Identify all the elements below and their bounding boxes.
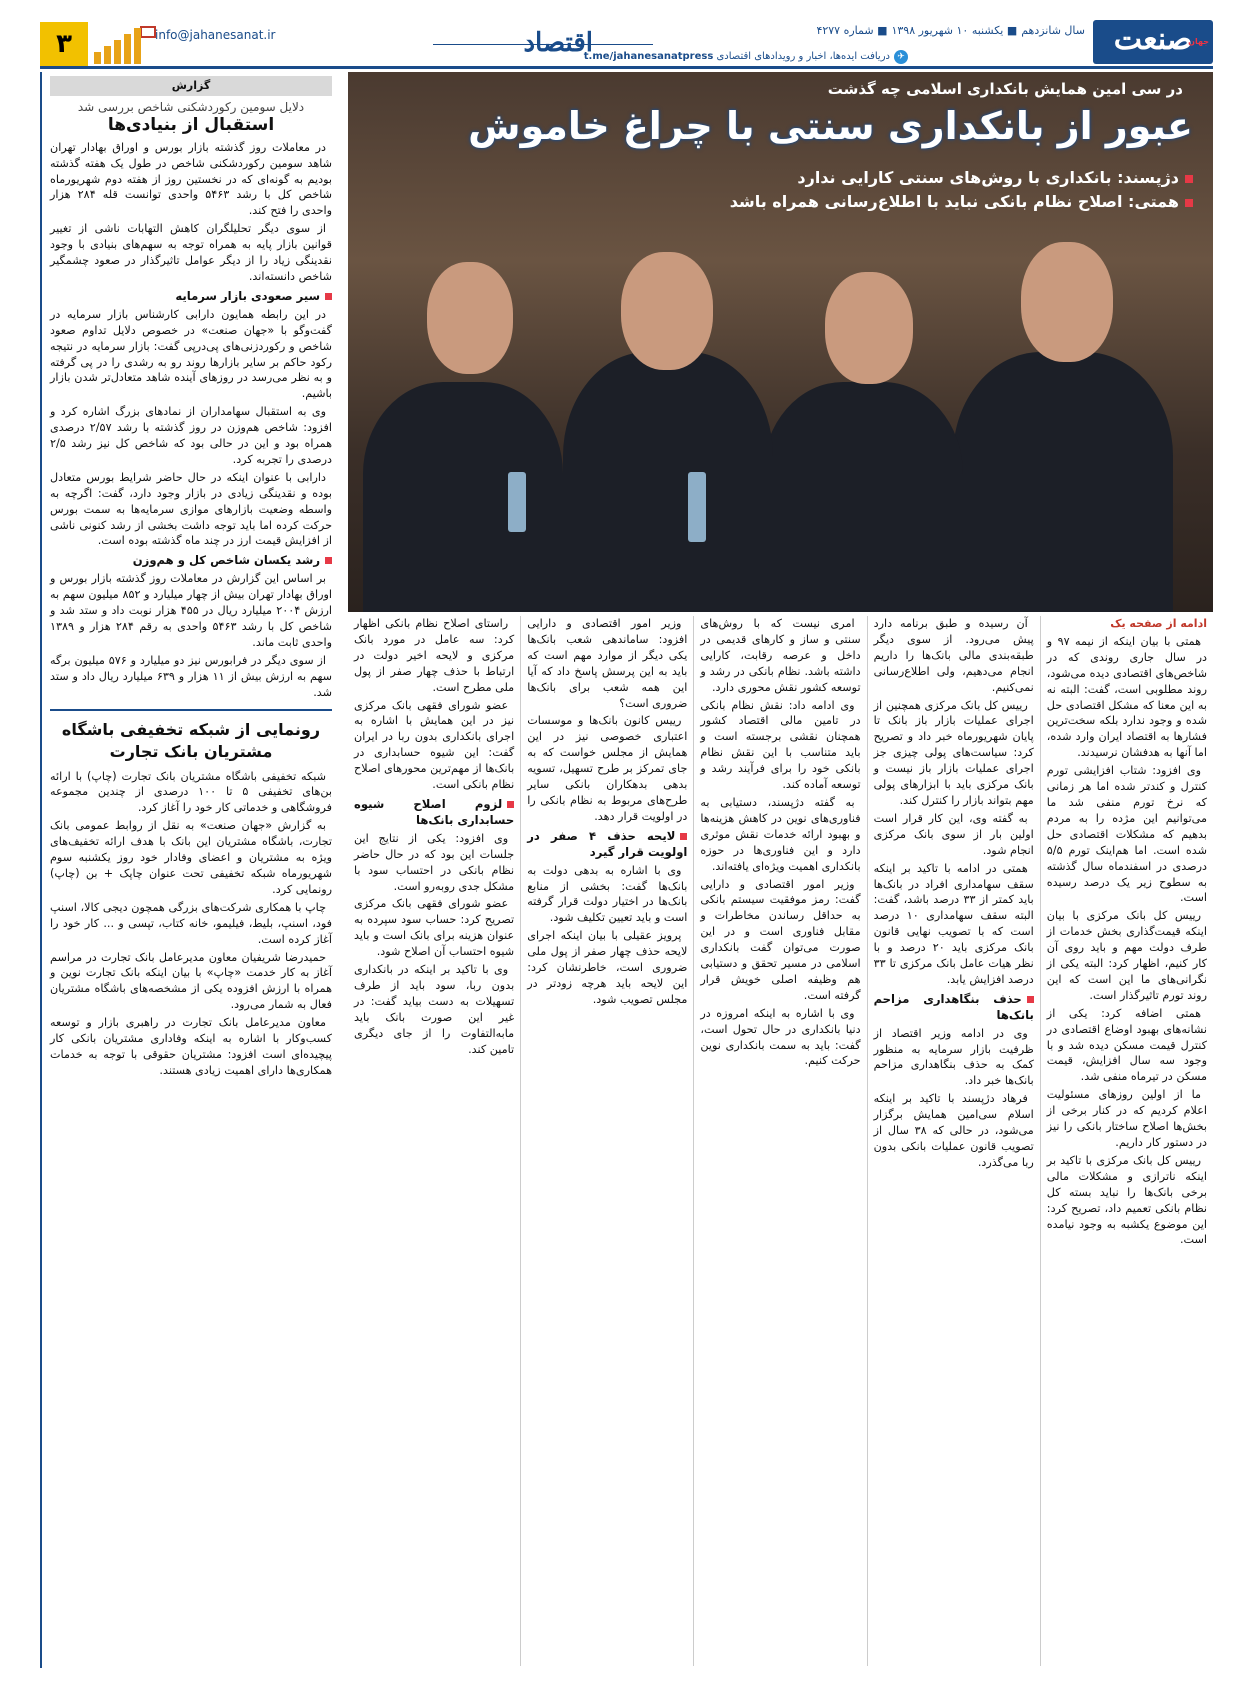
paragraph: وی به استقبال سهامداران از نمادهای بزرگ اشاره کرد و افزود: شاخص هم‌وزن در روز گذشته با رشد ۲/۵۷ درصدی همراه بود و این در حالی بود که شاخص کل نیز رشد ۲/۵ درصدی را تجربه کرد. <box>50 405 332 466</box>
paragraph: عضو شورای فقهی بانک مرکزی تصریح کرد: حساب سود سپرده به عنوان هزینه برای بانک است و باید شیوه احتساب آن اصلاح شود. <box>353 897 515 959</box>
paragraph: چاپ با همکاری شرکت‌های بزرگی همچون دیجی کالا، اسنپ فود، اسنپ، بلیط، فیلیمو، خانه کتاب، تپسی و ... کار خود را آغاز کرده است. <box>50 900 332 946</box>
paragraph: وزیر امور اقتصادی و دارایی گفت: رمز موفقیت سیستم بانکی به حداقل رساندن مخاطرات و مقابل فناوری است و در این صورت می‌توان گفت بانکداری اسلامی در مسیر تحقق و دستیابی هم وظیفه اصلی خویش قرار گرفته است. <box>700 877 861 1002</box>
paragraph: صنعت <box>1113 22 1193 57</box>
paragraph: وی با اشاره به بدهی دولت به بانک‌ها گفت: بخشی از منابع بانک‌ها در اختیار دولت قرار گرفته است و باید تعیین تکلیف شود. <box>527 863 688 925</box>
paragraph: از سوی دیگر تحلیلگران کاهش التهابات ناشی از تغییر قوانین بازار پایه به همراه توجه به سهم‌های بنیادی با وجود نقدینگی زیاد را از دیگر عوامل تاثیرگذار در صعود چشمگیر شاخص دانسته‌اند. <box>50 222 332 283</box>
article-column-2 <box>867 616 1040 1666</box>
paragraph: t.me/jahanesanatpress <box>583 51 714 62</box>
paragraph: معاون مدیرعامل بانک تجارت در راهبری بازار و توسعه کسب‌وکار با اشاره به اینکه وفاداری مشتریان بانکی کار پیچیده‌ای است افزود: مشتریان حقوقی با توجه به خدمات همکاری‌ها دارای اهمیت زیادی هستند. <box>50 1016 332 1077</box>
news-title[interactable]: رونمایی از شبکه تخفیفی باشگاه مشتریان بانک تجارت <box>61 719 321 761</box>
paragraph: رییس کانون بانک‌ها و موسسات اعتباری خصوصی نیز در این همایش از مجلس خواست که به جای تمرکز بر طرح تسهیل، تسویه بدهی بدهکاران بانکی سایر طرح‌های مربوط به نظام بانکی را در اولویت قرار دهد. <box>527 714 688 823</box>
paragraph: وی افزود: شتاب افزایشی تورم کنترل و کندتر شده اما هر زمانی که نرخ تورم منفی شد ما می‌توانیم این مژده را به مردم بدهیم که مشکلات اقتصادی حل شده است. اما هم‌اینک تورم ۵/۵ درصدی در اسفندماه سال گذشته به سطوح زیر یک درصد رسیده است. <box>1046 764 1207 905</box>
subheading: لایحه حذف ۴ صفر در اولویت قرار گیرد <box>527 828 688 859</box>
paragraph: دارابی با عنوان اینکه در حال حاضر شرایط بورس متعادل بوده و نقدینگی زیادی در بازار وجود دارد، گفت: اگرچه به واسطه وضعیت بازارهای موازی سرمایه‌ها به سمت بورس حرکت کرده اما باید توجه داشت بخشی از رشد کنونی ناشی از افزایش قیمت ارز در چند ماه گذشته بوده است. <box>50 470 332 548</box>
paragraph: امری نیست که با روش‌های سنتی و ساز و کارهای قدیمی در داخل و عرصه رقابت، کارایی داشته باشد. نظام بانکی در رشد و توسعه کشور نقش محوری دارد. <box>700 617 861 694</box>
subheading: حذف بنگاهداری مزاحم بانک‌ها <box>873 991 1034 1022</box>
paragraph: به گفته وی، این کار قرار است اولین بار از سوی بانک مرکزی انجام شود. <box>873 811 1034 857</box>
paragraph: حمیدرضا شریفیان معاون مدیرعامل بانک تجارت در مراسم آغاز به کار خدمت «چاپ» با بیان اینکه بانک تجارت نوین و همراه با ارزش افزوده یکی از مشخصه‌های باشگاه مشتریان فعال به شمار می‌رود. <box>50 950 332 1012</box>
paragraph: راستای اصلاح نظام بانکی اظهار کرد: سه عامل در مورد بانک مرکزی و لایحه اخیر دولت در ارتباط با حذف چهار صفر از پول ملی مطرح است. <box>353 617 515 694</box>
report-kicker: دلایل سومین رکوردشکنی شاخص بررسی شد <box>77 99 305 114</box>
paragraph: به گزارش «جهان صنعت» به نقل از روابط عمومی بانک تجارت، باشگاه مشتریان این بانک با هدف ارائه تخفیف‌های ویژه به مشتریان و اعضای وفادار خود روز یکشنبه سوم شهریورماه شبکه تخفیفی تحت عنوان چاپک + بن (چاپ) رونمایی کرد. <box>50 819 332 896</box>
paragraph: فرهاد دژپسند با تاکید بر اینکه اسلام سی‌امین همایش برگزار می‌شود، در حالی که ۳۸ سال از تصویب قانون عملیات بانکی بدون ربا می‌گذرد. <box>873 1092 1034 1169</box>
article-column-4 <box>520 616 693 1666</box>
paragraph: از سوی دیگر در فرابورس نیز دو میلیارد و ۵۷۶ میلیون برگه سهم به ارزش بیش از ۱۱ هزار و ۶۳۹ میلیارد ریال داد و ستد شد. <box>50 653 333 699</box>
report-label: گزارش <box>50 76 332 96</box>
paragraph: جهان <box>1188 37 1209 46</box>
paragraph: آن رسیده و طبق برنامه دارد پیش می‌رود. از سوی دیگر طبقه‌بندی مالی بانک‌ها را داریم انجام می‌دهیم، ولی اطلاع‌رسانی نمی‌کنیم. <box>873 617 1034 694</box>
issue-meta: سال شانزدهم■ یکشنبه ۱۰ شهریور ۱۳۹۸■ شماره ۴۲۷۷ <box>816 24 1085 37</box>
email-link[interactable]: info@jahanesanat.ir <box>155 28 276 42</box>
telegram-link[interactable] <box>584 50 908 64</box>
issue-label: شماره ۴۲۷۷ <box>816 24 874 37</box>
report-title[interactable]: استقبال از بنیادی‌ها <box>107 114 275 135</box>
article-column-3 <box>693 616 866 1666</box>
paragraph: همتی با بیان اینکه از نیمه ۹۷ و در سال جاری روندی که در شاخص‌های اقتصادی دیده می‌شود، روند مطلوبی است، گفت: البته نه به این معنا که مشکل اقتصادی حل شده و وجود ندارد بلکه سخت‌ترین فشارها به اقتصاد ایران وارد شده، اما آنها به هدفشان نرسیدند. <box>1046 634 1207 760</box>
telegram-icon: ✈ <box>894 50 908 64</box>
subheading: رشد یکسان شاخص کل و هم‌وزن <box>50 553 332 569</box>
paragraph: همتی اضافه کرد: یکی از نشانه‌های بهبود اوضاع اقتصادی در کنترل قیمت مسکن دیده شد و با وجود سه سال افزایش، قیمت مسکن در تیرماه منفی شد. <box>1046 1006 1207 1084</box>
paragraph: در معاملات روز گذشته بازار بورس و اوراق بهادار تهران شاهد سومین رکوردشکنی شاخص در طول یک هفته گذشته بودیم به گونه‌ای که در نخستین روز از هفته دوم شهریورماه شاخص کل با رشد ۵۴۶۳ واحدی توانست قله ۲۸۴ هزار واحدی را فتح کند. <box>50 140 332 218</box>
paragraph: رییس کل بانک مرکزی با بیان اینکه قیمت‌گذاری بخش خدمات از طرف دولت مهم و باید روی آن کار کنیم، اظهار کرد: البته یکی از نگرانی‌های ما این است که این روند تورم تاثیرگذار است. <box>1046 909 1207 1002</box>
article-subhead-1: دژپسند: بانکداری با روش‌های سنتی کارایی ندارد <box>797 168 1193 187</box>
paragraph: وی در ادامه وزیر اقتصاد از ظرفیت بازار سرمایه به منظور کمک به حذف بنگاهداری مزاحم بانک‌ها خبر داد. <box>873 1026 1034 1088</box>
date-label: یکشنبه ۱۰ شهریور ۱۳۹۸ <box>891 24 1004 37</box>
article-headline[interactable]: عبور از بانکداری سنتی با چراغ خاموش <box>468 104 1193 148</box>
article-body <box>348 616 1213 1666</box>
article-photo <box>348 72 1213 612</box>
paragraph: وی با تاکید بر اینکه در بانکداری بدون ربا، سود باید از طرف تسهیلات به دست بیاید گفت: در غیر این صورت بانک باید مابه‌التفاوت را از جای دیگری تامین کند. <box>353 963 515 1056</box>
article-subhead-2: همتی: اصلاح نظام بانکی نباید با اطلاع‌رسانی همراه باشد <box>730 192 1193 211</box>
paragraph: شبکه تخفیفی باشگاه مشتریان بانک تجارت (چاپ) با ارائه بن‌های تخفیفی ۵ تا ۱۰۰ درصدی از چندین مجموعه فروشگاهی و خدماتی کار خود را آغاز کرد. <box>50 769 332 815</box>
paragraph: وی ادامه داد: نقش نظام بانکی در تامین مالی اقتصاد کشور همچنان نقشی برجسته است و باید متناسب با این نقش نظام بانکی خود را برای فرآیند رشد و توسعه آماده کند. <box>700 698 861 792</box>
paragraph: وزیر امور اقتصادی و دارایی افزود: ساماندهی شعب بانک‌ها یکی دیگر از موارد مهم است که باید به این پرسش پاسخ داد که آیا این همه شعب برای بانک‌ها ضروری است؟ <box>527 617 688 710</box>
sidebar-report <box>40 72 340 1668</box>
article-kicker: در سی امین همایش بانکداری اسلامی چه گذشت <box>827 80 1183 98</box>
paragraph: دریافت ایده‌ها، اخبار و رویدادهای اقتصادی <box>716 51 890 62</box>
year-label: سال شانزدهم <box>1021 24 1085 37</box>
paragraph: ما از اولین روزهای مسئولیت اعلام کردیم که در کنار برخی از بخش‌ها اصلاح ساختار بانکی را نیز در دستور کار داریم. <box>1046 1088 1207 1149</box>
continued-label: ادامه از صفحه یک <box>1110 617 1207 630</box>
paragraph: به گفته دژپسند، دستیابی به فناوری‌های نوین در کاهش هزینه‌ها و بهبود ارائه خدمات نقش موثری دارد و این فناوری‌ها در حوزه بانکداری اهمیت ویژه‌ای یافته‌اند. <box>700 795 861 873</box>
growth-chart-icon <box>94 28 144 64</box>
paragraph: پرویز عقیلی با بیان اینکه اجرای لایحه حذف چهار صفر از پول ملی ضروری است، خاطرنشان کرد: این لایحه باید هرچه زودتر در مجلس تصویب شود. <box>527 929 688 1006</box>
paragraph: عضو شورای فقهی بانک مرکزی نیز در این همایش با اشاره به اجرای بانکداری بدون ربا در ایران گفت: این شیوه حسابداری در بانک‌ها از مهم‌ترین محورهای اصلاح نظام بانکی است. <box>353 698 515 792</box>
newspaper-logo[interactable] <box>1093 20 1213 64</box>
paragraph: رییس کل بانک مرکزی با تاکید بر اینکه ناترازی و مشکلات مالی برخی بانک‌ها را نباید بسته کل نظام بانکی تعمیم داد، تصریح کرد: این موضوع یکشبه به وجود نیامده است. <box>1046 1153 1207 1247</box>
subheading: لزوم اصلاح شیوه حسابداری بانک‌ها <box>353 796 515 827</box>
paragraph: رییس کل بانک مرکزی همچنین از اجرای عملیات بازار باز بانک تا پایان شهریورماه خبر داد و تصریح کرد: سیاست‌های پولی چیزی جز اجرای عملیات بازار باز نیست و بانک مرکزی باید با ابزارهای پولی مهم بتواند بازار را کنترل کند. <box>873 698 1034 807</box>
subheading: سیر صعودی بازار سرمایه <box>50 289 332 305</box>
paragraph: همتی در ادامه با تاکید بر اینکه سقف سهامداری افراد در بانک‌ها باید کمتر از ۳۳ درصد باشد، گفت: البته سقف سهامداری ۱۰ درصد است که با تصویب نهایی قانون بانک مرکزی باید ۲۰ درصد و با نظر هیات عامل بانک مرکزی تا ۳۳ درصد افزایش یابد. <box>873 861 1034 986</box>
paragraph: در این رابطه همایون دارابی کارشناس بازار سرمایه در گفت‌وگو با «جهان صنعت» در خصوص دلایل تداوم صعود شاخص و رکوردزنی‌های پی‌درپی گفت: بازار سرمایه در نتیجه رکود حاکم بر سایر بازارها روند رو به رشدی را در پی گرفته و به نظر می‌رسد در روزهای آینده شاهد متعادل‌تر شدن بازار باشیم. <box>50 307 332 401</box>
paragraph: وی افزود: یکی از نتایج این جلسات این بود که در حال حاضر نظام بانکی در احتساب سود با مشکل جدی روبه‌رو است. <box>353 831 515 893</box>
article-column-5 <box>348 616 520 1666</box>
page-header <box>40 14 1213 66</box>
paragraph: وی با اشاره به اینکه امروزه در دنیا بانکداری در حال تحول است، گفت: باید به سمت بانکداری نوین حرکت کنیم. <box>700 1006 861 1068</box>
article-column-1 <box>1040 616 1213 1666</box>
paragraph: بر اساس این گزارش در معاملات روز گذشته بازار بورس و اوراق بهادار تهران بیش از چهار میلیارد و ۸۵۲ میلیون سهم به ارزش ۲۰۰۴ میلیارد ریال در ۴۵۵ هزار نوبت داد و ستد شد و شاخص کل با رشد ۵۴۶۳ واحدی به رقم ۲۸۴ هزار و ۱۳۸۹ واحدی ثابت ماند. <box>50 572 333 649</box>
page-number: ۳ <box>40 22 88 66</box>
section-title: اقتصاد <box>523 28 593 58</box>
